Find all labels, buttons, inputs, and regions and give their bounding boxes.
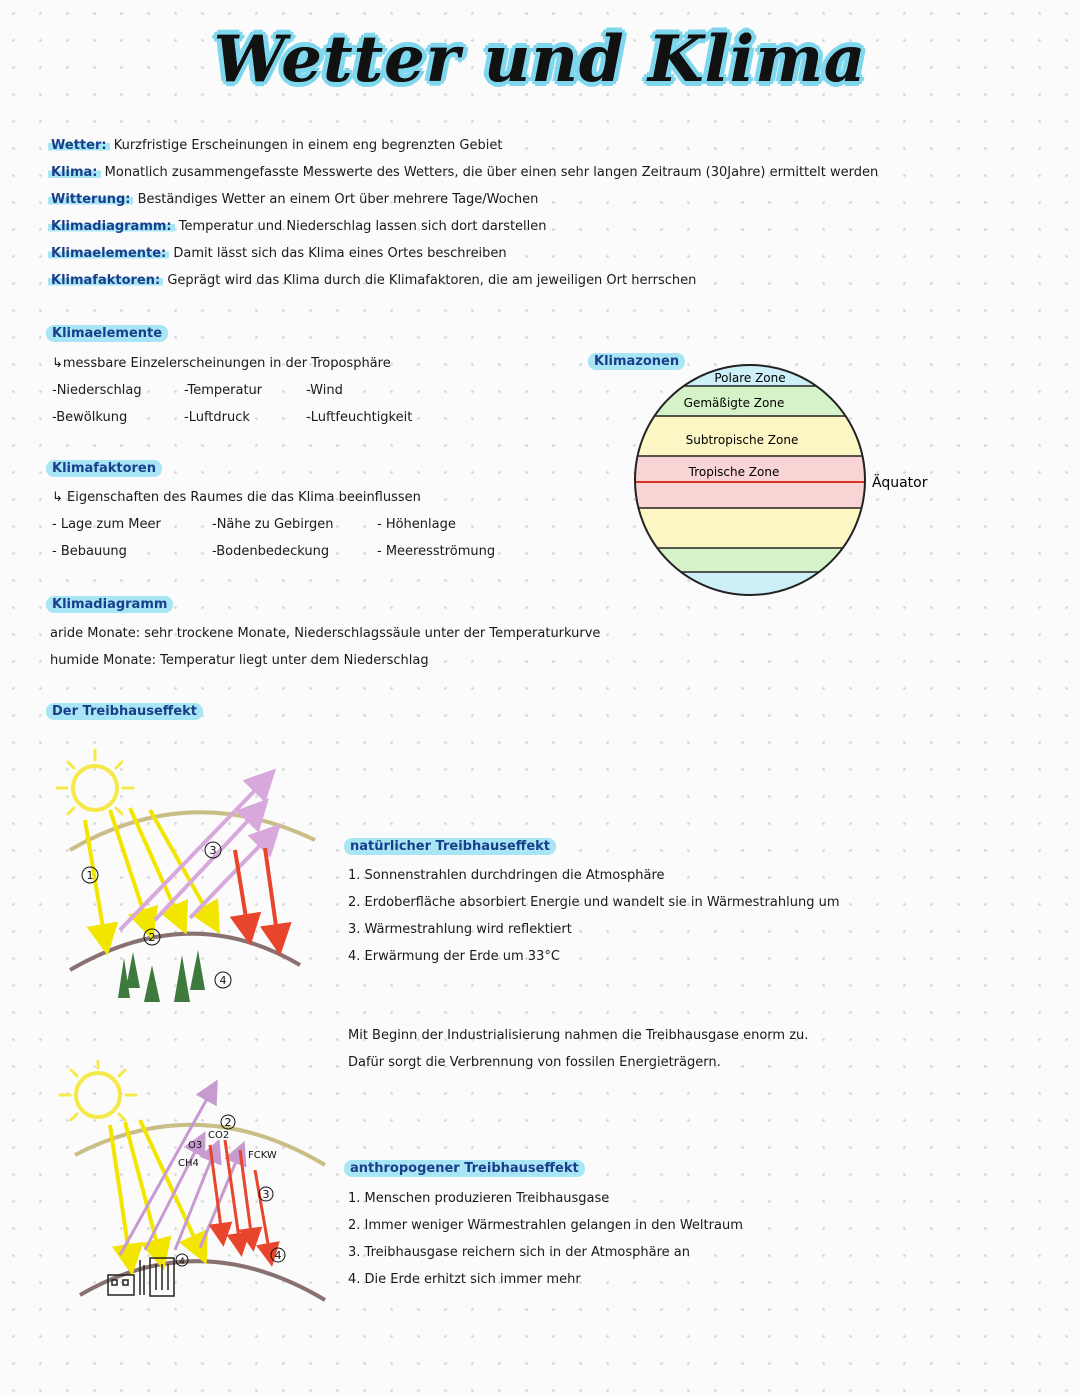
anthropogenic-steps [348,1185,743,1293]
klimafaktoren-heading: Klimafaktoren [46,460,162,477]
list-item: - Meeresströmung [377,544,496,559]
definition-term: Klimafaktoren: [48,273,163,288]
zone-label-tropical: Tropische Zone [688,465,780,479]
anthropogenic-greenhouse-diagram [40,1060,340,1310]
klimadiagramm-heading: Klimadiagramm [46,596,173,613]
zone-label-temperate: Gemäßigte Zone [683,396,785,410]
marker-label: 4 [179,1257,185,1267]
klimadiagramm-arid: aride Monate: sehr trockene Monate, Niederschlagssäule unter der Temperaturkurve [50,626,601,641]
list-item: - Höhenlage [377,517,456,532]
definition-row [48,213,878,240]
list-item: 2. Erdoberfläche absorbiert Energie und wandelt sie in Wärmestrahlung um [348,895,840,910]
klimafaktoren-intro: ↳ Eigenschaften des Raumes die das Klima beeinflussen [52,490,421,505]
equator-label: Äquator [872,475,928,491]
list-item: 1. Sonnenstrahlen durchdringen die Atmosphäre [348,868,665,883]
list-item: -Bodenbedeckung [212,544,330,559]
klimadiagramm-humid: humide Monate: Temperatur liegt unter dem Niederschlag [50,653,429,668]
klimaelemente-list [52,377,456,431]
definition-row [48,159,878,186]
definition-text: Monatlich zusammengefasste Messwerte des Wetters, die über einen sehr langen Zeitraum (30Jahre) ermittelt werden [104,165,879,180]
list-item: -Luftfeuchtigkeit [306,410,413,425]
marker-label: 2 [148,931,156,944]
list-item: 2. Immer weniger Wärmestrahlen gelangen in den Weltraum [348,1218,743,1233]
definition-text: Beständiges Wetter an einem Ort über mehrere Tage/Wochen [137,192,539,207]
zone-label-subtropical: Subtropische Zone [685,433,799,447]
industrial-line: Dafür sorgt die Verbrennung von fossilen Energieträgern. [348,1055,721,1070]
gas-label: O3 [188,1140,203,1151]
list-item: 1. Menschen produzieren Treibhausgase [348,1191,610,1206]
definition-row [48,132,878,159]
list-item: -Niederschlag [52,383,142,398]
list-item: -Bewölkung [52,410,128,425]
industrial-note [348,1022,808,1076]
natural-steps [348,862,839,970]
definition-term: Witterung: [48,192,133,207]
list-item: -Wind [306,383,343,398]
gas-label: CH4 [178,1158,199,1169]
klimazonen-globe [630,358,950,603]
natural-heading: natürlicher Treibhauseffekt [344,838,556,855]
definition-text: Damit lässt sich das Klima eines Ortes beschreiben [173,246,507,261]
zone-label-polar: Polare Zone [714,371,786,385]
definition-text: Temperatur und Niederschlag lassen sich dort darstellen [178,219,547,234]
anthropogenic-heading: anthropogener Treibhauseffekt [344,1160,585,1177]
klimaelemente-intro: ↳messbare Einzelerscheinungen in der Troposphäre [52,356,391,371]
atmosphere-arc [70,812,315,850]
gas-label: FCKW [248,1150,277,1161]
marker-label: 4 [274,1249,282,1262]
definition-term: Klimadiagramm: [48,219,175,234]
gas-label: CO2 [208,1130,230,1141]
definition-term: Klima: [48,165,101,180]
treibhaus-heading: Der Treibhauseffekt [46,703,203,720]
klimafaktoren-list [52,511,537,565]
definition-row [48,240,878,267]
marker-label: 2 [224,1116,232,1129]
definition-row [48,186,878,213]
definition-row [48,267,878,294]
list-item: 3. Wärmestrahlung wird reflektiert [348,922,572,937]
natural-greenhouse-diagram [40,740,330,1010]
list-item: - Lage zum Meer [52,517,161,532]
marker-label: 4 [219,974,227,987]
definition-text: Geprägt wird das Klima durch die Klimafaktoren, die am jeweiligen Ort herrschen [167,273,697,288]
list-item: -Temperatur [184,383,263,398]
list-item: - Bebauung [52,544,127,559]
marker-label: 1 [86,869,94,882]
list-item: 4. Erwärmung der Erde um 33°C [348,949,560,964]
definition-term: Klimaelemente: [48,246,169,261]
industrial-line: Mit Beginn der Industrialisierung nahmen die Treibhausgase enorm zu. [348,1028,809,1043]
klimaelemente-heading: Klimaelemente [46,325,168,342]
trees-icon [118,950,205,1002]
list-item: 4. Die Erde erhitzt sich immer mehr [348,1272,581,1287]
definition-term: Wetter: [48,138,110,153]
marker-label: 3 [262,1188,270,1201]
list-item: -Nähe zu Gebirgen [212,517,334,532]
sun-icon [57,750,133,814]
klimazonen-heading: Klimazonen [588,353,685,370]
sun-icon [60,1060,136,1120]
marker-label: 3 [209,844,217,857]
list-item: 3. Treibhausgase reichern sich in der Atmosphäre an [348,1245,690,1260]
definitions-list [48,132,878,294]
definition-text: Kurzfristige Erscheinungen in einem eng begrenzten Gebiet [113,138,503,153]
list-item: -Luftdruck [184,410,250,425]
page-title: Wetter und Klima [213,22,867,97]
